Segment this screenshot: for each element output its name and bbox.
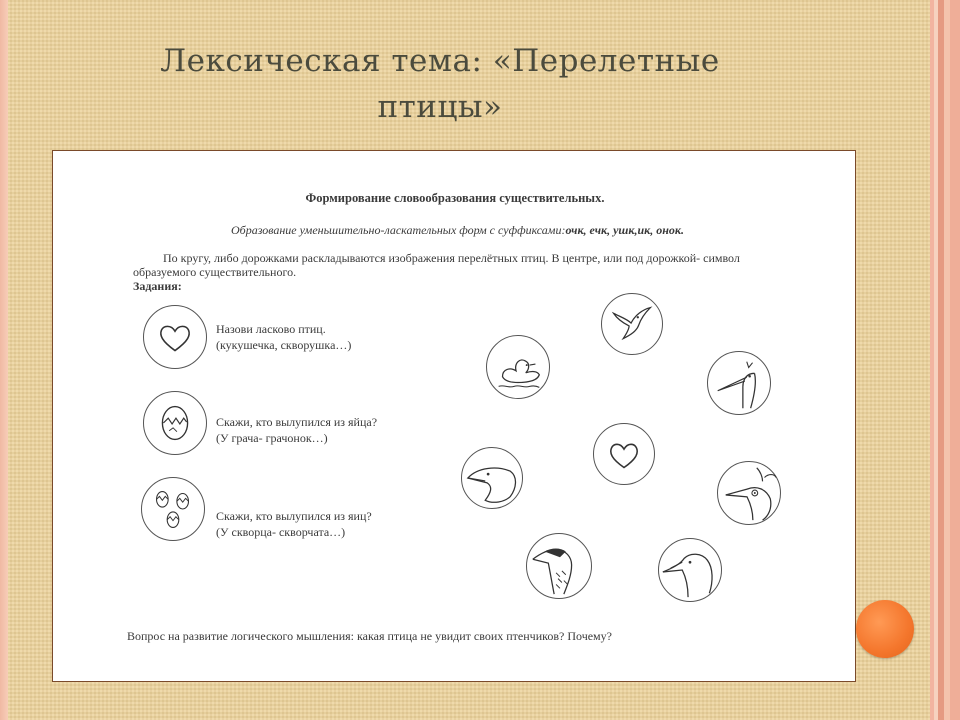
worksheet-heading: Формирование словообразования существительных. [305, 191, 605, 205]
task-1-line1: Назови ласково птиц. [216, 322, 326, 336]
rook-icon [658, 538, 722, 602]
subheading-suffixes: очк, ечк, ушк,ик, онок. [565, 223, 684, 237]
hatching-eggs-icon [141, 477, 205, 541]
subheading-prefix: Образование уменьшительно-ласкательных форм с суффиксами: [231, 223, 566, 237]
heart-icon [143, 305, 207, 369]
hatching-egg-icon [143, 391, 207, 455]
slide-title-line2: птицы» [377, 89, 503, 125]
woodpecker-icon [717, 461, 781, 525]
worksheet-subheading [231, 223, 684, 238]
robin-icon [461, 447, 523, 509]
tasks-label: Задания: [133, 279, 182, 293]
task-1-line2: (кукушечка, скворушка…) [216, 338, 352, 352]
duck-icon [486, 335, 550, 399]
slide-title-line1: Лексическая тема: «Перелетные [160, 43, 720, 79]
task-3-line2: (У скворца- скворчата…) [216, 525, 346, 539]
worksheet-image [52, 150, 856, 682]
swallow-icon [601, 293, 663, 355]
task-3-text [216, 508, 372, 540]
task-3-line1: Скажи, кто вылупился из яиц? [216, 509, 372, 523]
task-2-text [216, 414, 377, 446]
task-1-text [216, 321, 351, 353]
instructions-line1: По кругу, либо дорожками раскладываются изображения перелётных птиц. В центре, или под дорожкой- символ [163, 251, 740, 265]
accent-circle [856, 600, 914, 658]
stork-icon [707, 351, 771, 415]
center-heart-icon [593, 423, 655, 485]
right-decor-stripe [930, 0, 960, 720]
slide-title [0, 38, 880, 130]
logic-question: Вопрос на развитие логического мышления: какая птица не увидит своих птенчиков? Почему? [127, 629, 612, 643]
task-2-line1: Скажи, кто вылупился из яйца? [216, 415, 378, 429]
instructions-line2: образуемого существительного. [133, 265, 297, 279]
task-2-line2: (У грача- грачонок…) [216, 431, 328, 445]
starling-icon [526, 533, 592, 599]
